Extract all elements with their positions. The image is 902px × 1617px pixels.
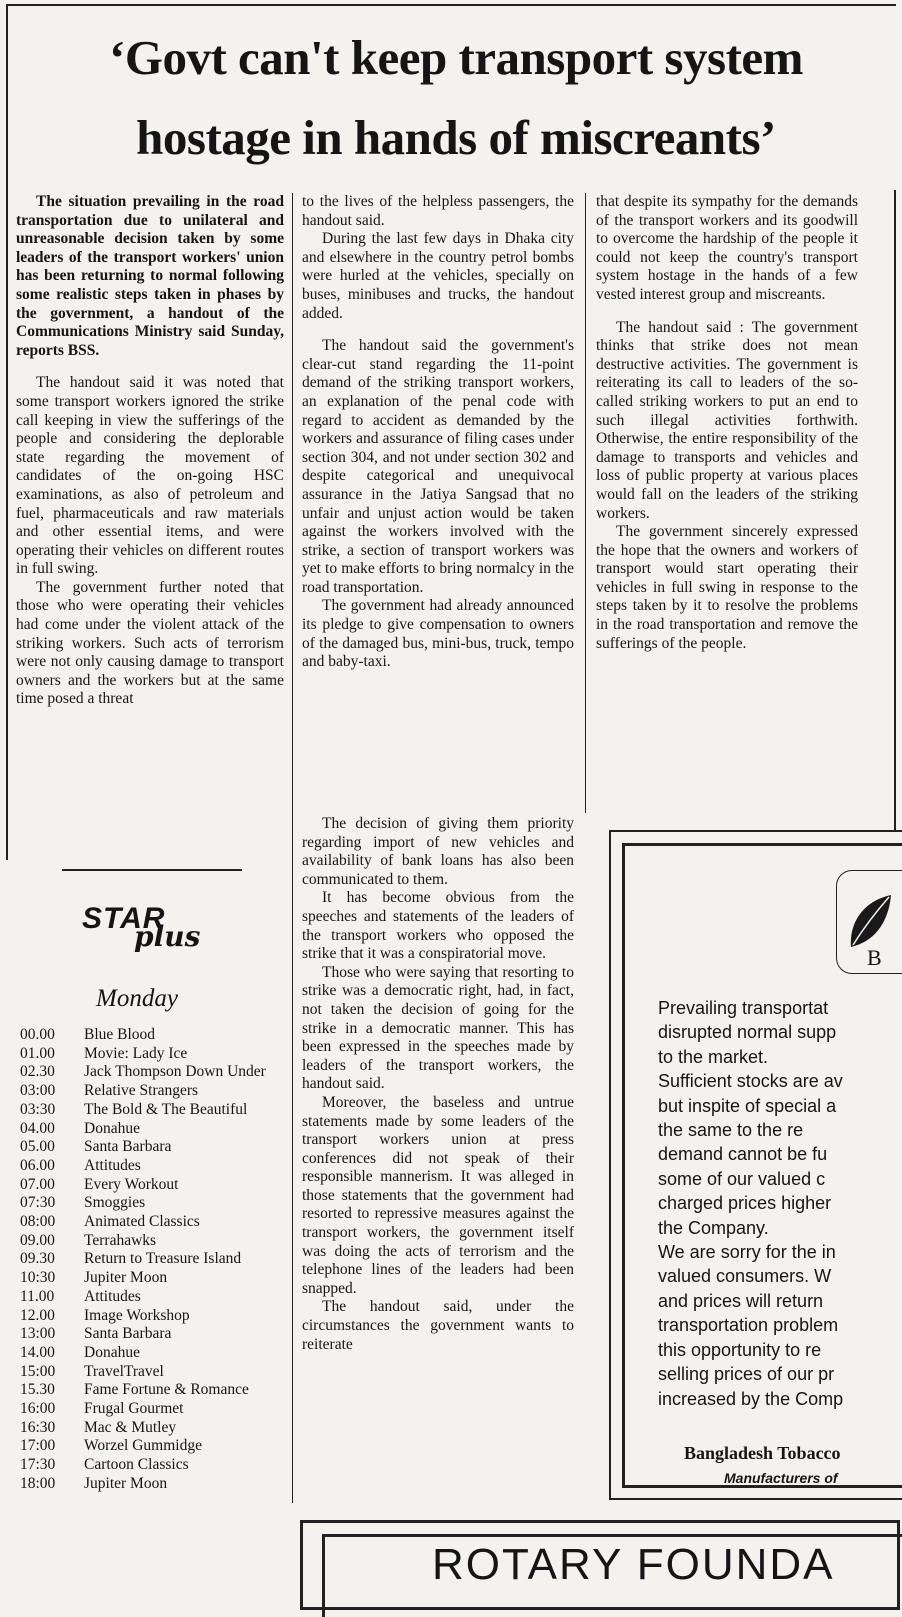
schedule-time: 03:00	[20, 1082, 56, 1100]
logo-star-text: STAR	[82, 902, 166, 935]
article-column-2	[302, 193, 574, 672]
schedule-row	[20, 1082, 288, 1101]
schedule-program: Fame Fortune & Romance	[84, 1381, 249, 1399]
ad-line: Prevailing transportat	[658, 998, 829, 1018]
ad-line: demand cannot be fu	[658, 1144, 828, 1165]
ad-line: transportation problem	[658, 1315, 839, 1336]
schedule-program: Terrahawks	[84, 1231, 157, 1249]
schedule-program: Cartoon Classics	[84, 1456, 189, 1474]
article-paragraph: The government further noted that those who were operating their vehicles had come under the violent attack of the striking workers. Such acts of terrorism were not only causing damage to transport owners and the workers but at the same time posed a threat	[16, 578, 284, 708]
tv-schedule	[20, 1026, 288, 1494]
schedule-time: 13:00	[20, 1325, 56, 1343]
schedule-program: Blue Blood	[84, 1026, 156, 1043]
article-paragraph: The handout said : The government thinks that strike does not mean destructive activities. The government is reiterating its call to leaders of the so-called striking workers to put an end to such illegal activities forthwith. Otherwise, the entire responsibility of the damage to transports and vehicles and loss of public property at various places would fall on the leaders of the striking workers.	[596, 318, 858, 522]
schedule-program: Donahue	[84, 1343, 140, 1361]
article-paragraph: that despite its sympathy for the demands of the transport workers and its goodwill to overcome the hardship of the people it could not keep the country's transport system hostage in the hands of a few vested interest group and miscreants.	[596, 193, 858, 303]
rotary-ad-title: ROTARY FOUNDA	[432, 1540, 835, 1589]
schedule-time: 16:00	[20, 1400, 56, 1418]
schedule-program: Every Workout	[84, 1175, 179, 1193]
top-rule	[6, 4, 896, 6]
schedule-time: 02.30	[20, 1063, 55, 1081]
schedule-program: Return to Treasure Island	[84, 1250, 242, 1268]
schedule-row	[20, 1288, 288, 1307]
ad-subtitle: Manufacturers of	[724, 1470, 838, 1486]
schedule-program: Attitudes	[84, 1156, 141, 1174]
schedule-row	[20, 1475, 288, 1494]
schedule-program: Smoggies	[84, 1194, 146, 1212]
schedule-row	[20, 1307, 288, 1326]
article-column-2-continued	[302, 815, 574, 1354]
schedule-program: Worzel Gummidge	[84, 1437, 202, 1455]
schedule-program: Donahue	[84, 1119, 140, 1137]
article-paragraph: The government sincerely expressed the hope that the owners and workers of transport would start operating their vehicles in full swing in response to the steps taken by it to resolve the problems in the road transportation and remove the sufferings of the people.	[596, 523, 858, 652]
article-column-1	[16, 193, 284, 709]
article-lead-paragraph: The situation prevailing in the road transportation due to unilateral and unreasonable decision taken by some leaders of the transport workers' union has been returning to normal following some realistic steps taken in phases by the government, a handout of the Communications Ministry said Sunday, reports BSS.	[16, 193, 284, 359]
schedule-row	[20, 1419, 288, 1438]
schedule-row	[20, 1381, 288, 1400]
ad-line: increased by the Comp	[658, 1388, 844, 1409]
ad-line: the same to the re	[658, 1120, 804, 1141]
article-paragraph: Those who were saying that resorting to strike was a democratic right, had, in fact, not taken the decision of going for the strike in a democratic manner. This has been expressed in the speeches made by leaders of the transport workers, the handout said.	[302, 963, 574, 1093]
article-paragraph: The handout said the government's clear-cut stand regarding the 11-point demand of the striking transport workers, an explanation of the penal code with regard to accident as demanded by the workers and assurance of filing cases under section 304, and not under section 302 and despite categorical and unequivocal assurance in the Jatiya Sangsad that no unfair and unjust action would be taken against the workers involved with the strike, a section of transport workers was yet to make efforts to bring normalcy in the road transportation.	[302, 337, 574, 596]
starplus-logo	[82, 902, 222, 972]
schedule-row	[20, 1250, 288, 1269]
ad-line: charged prices higher	[658, 1193, 832, 1214]
schedule-row	[20, 1344, 288, 1363]
article-column-3	[596, 193, 858, 653]
schedule-time: 00.00	[20, 1026, 55, 1043]
schedule-program: Image Workshop	[84, 1306, 190, 1324]
schedule-time: 07:30	[20, 1194, 56, 1212]
schedule-time: 03:30	[20, 1100, 56, 1118]
schedule-row	[20, 1026, 288, 1045]
schedule-row	[20, 1269, 288, 1288]
schedule-time: 14.00	[20, 1343, 55, 1361]
schedule-row	[20, 1120, 288, 1139]
schedule-row	[20, 1045, 288, 1064]
headline-line-2: hostage in hands of miscreants’	[136, 110, 776, 165]
schedule-row	[20, 1400, 288, 1419]
schedule-time: 04.00	[20, 1119, 55, 1137]
schedule-row	[20, 1138, 288, 1157]
schedule-time: 10:30	[20, 1269, 56, 1287]
ad-line: selling prices of our pr	[658, 1364, 835, 1385]
ad-line: We are sorry for the in	[658, 1242, 836, 1263]
schedule-time: 12.00	[20, 1306, 55, 1324]
schedule-program: Mac & Mutley	[84, 1418, 177, 1436]
schedule-program: Frugal Gourmet	[84, 1400, 184, 1418]
schedule-time: 11.00	[20, 1287, 55, 1305]
section-rule	[62, 869, 242, 871]
schedule-row	[20, 1325, 288, 1344]
article-paragraph: Moreover, the baseless and untrue statements made by some leaders of the transport workers union at press conferences did not speak of their responsible mannerism. It was alleged in those statements that the government had resorted to repressive measures against the transport workers, the government itself was doing the acts of terrorism and the telephone lines of the leaders had been snapped.	[302, 1093, 574, 1297]
logo-plus-text: plus	[134, 920, 201, 953]
schedule-time: 07.00	[20, 1175, 55, 1193]
leaf-icon	[845, 893, 895, 949]
schedule-row	[20, 1157, 288, 1176]
ad-signature: Bangladesh Tobacco	[684, 1443, 841, 1463]
article-paragraph: to the lives of the helpless passengers, the handout said.	[302, 193, 574, 229]
schedule-row	[20, 1101, 288, 1120]
column-divider	[585, 193, 586, 813]
ad-line: but inspite of special a	[658, 1095, 837, 1116]
article-paragraph: The handout said it was noted that some transport workers ignored the strike call keeping in view the sufferings of the people and considering the deplorable state regarding the movement of candidates of the on-going HSC examinations, as also of petroleum and fuel, pharmaceuticals and raw materials and other essential items, and were operating their vehicles on different routes in full swing.	[16, 374, 284, 578]
ad-line: this opportunity to re	[658, 1339, 822, 1360]
ad-body-text	[658, 996, 898, 1411]
ad-line: the Company.	[658, 1217, 769, 1238]
schedule-row	[20, 1213, 288, 1232]
schedule-time: 05.00	[20, 1138, 55, 1156]
ad-line: some of our valued c	[658, 1168, 826, 1189]
schedule-row	[20, 1194, 288, 1213]
schedule-program: TravelTravel	[84, 1362, 164, 1380]
schedule-time: 09.00	[20, 1231, 55, 1249]
schedule-time: 09.30	[20, 1250, 55, 1268]
ad-line: valued consumers. W	[658, 1266, 832, 1287]
column-divider	[292, 193, 293, 1503]
schedule-row	[20, 1232, 288, 1251]
article-paragraph: The government had already announced its pledge to give compensation to owners of the damaged bus, mini-bus, truck, tempo and baby-taxi.	[302, 597, 574, 671]
schedule-program: Santa Barbara	[84, 1325, 172, 1343]
left-rule	[6, 4, 8, 860]
schedule-day: Monday	[96, 985, 178, 1012]
schedule-program: Jupiter Moon	[84, 1269, 168, 1287]
right-rule	[894, 190, 896, 830]
ad-line: disrupted normal supp	[658, 1022, 837, 1043]
schedule-program: Animated Classics	[84, 1213, 200, 1231]
article-paragraph: During the last few days in Dhaka city and elsewhere in the country petrol bombs were hurled at the vehicles, specially on buses, minibuses and trucks, the handout added.	[302, 230, 574, 322]
schedule-time: 08:00	[20, 1213, 56, 1231]
schedule-time: 17:30	[20, 1456, 56, 1474]
schedule-program: Movie: Lady Ice	[84, 1044, 188, 1062]
schedule-row	[20, 1063, 288, 1082]
ad-line: Sufficient stocks are av	[658, 1071, 843, 1092]
article-paragraph: The handout said, under the circumstances the government wants to reiterate	[302, 1298, 574, 1353]
schedule-program: Jupiter Moon	[84, 1474, 168, 1492]
schedule-row	[20, 1363, 288, 1382]
headline	[20, 18, 892, 178]
schedule-time: 01.00	[20, 1044, 55, 1062]
schedule-program: Santa Barbara	[84, 1138, 172, 1156]
logo-letter: B	[867, 945, 882, 970]
schedule-program: Jack Thompson Down Under	[84, 1063, 266, 1081]
schedule-time: 06.00	[20, 1156, 55, 1174]
company-logo	[836, 870, 902, 974]
schedule-program: Relative Strangers	[84, 1082, 199, 1100]
schedule-row	[20, 1437, 288, 1456]
schedule-time: 17:00	[20, 1437, 56, 1455]
headline-line-1: ‘Govt can't keep transport system	[109, 30, 803, 85]
schedule-program: The Bold & The Beautiful	[84, 1100, 248, 1118]
schedule-time: 15.30	[20, 1381, 55, 1399]
schedule-program: Attitudes	[84, 1287, 141, 1305]
schedule-row	[20, 1176, 288, 1195]
ad-line: and prices will return	[658, 1290, 824, 1311]
ad-line: to the market.	[658, 1046, 769, 1067]
schedule-time: 16:30	[20, 1418, 56, 1436]
schedule-time: 18:00	[20, 1474, 56, 1492]
article-paragraph: It has become obvious from the speeches and statements of the leaders of the transport workers who opposed the strike that it was a conspiratorial move.	[302, 889, 574, 963]
schedule-row	[20, 1456, 288, 1475]
schedule-time: 15:00	[20, 1362, 56, 1380]
article-paragraph: The decision of giving them priority regarding import of new vehicles and availability of bank loans has also been communicated to them.	[302, 815, 574, 888]
